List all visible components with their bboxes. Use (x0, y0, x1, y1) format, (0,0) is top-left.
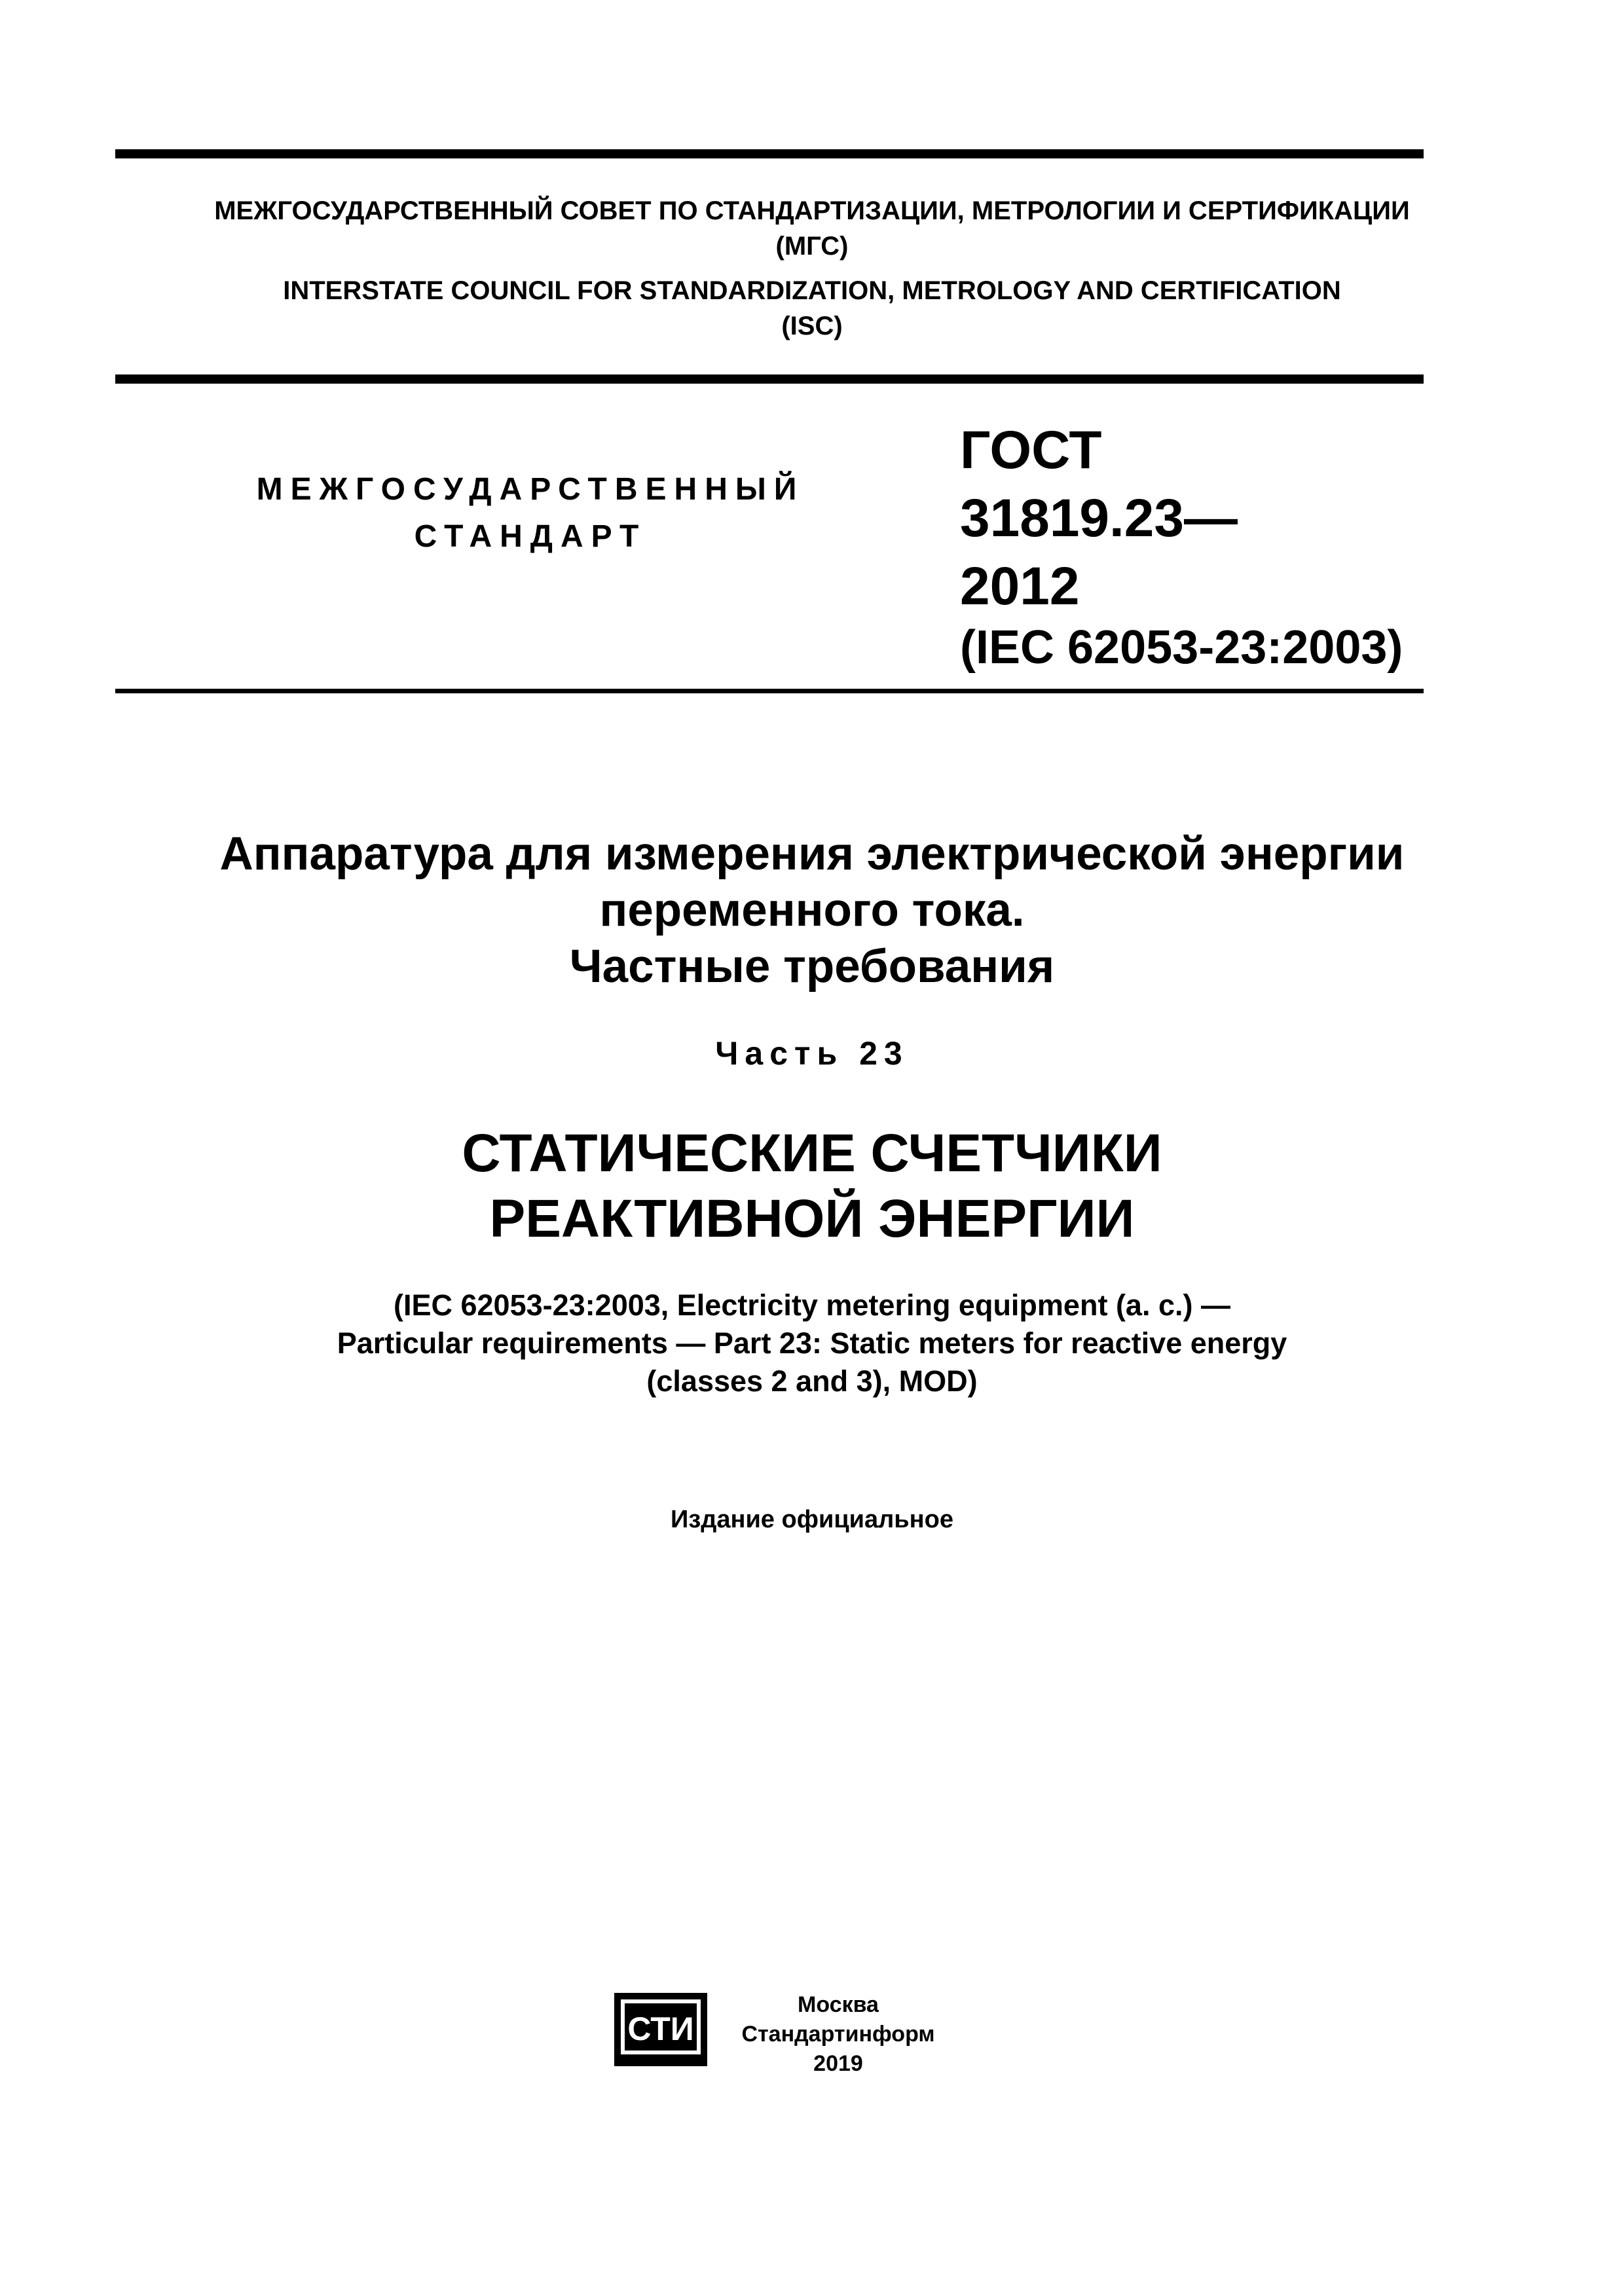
council-abbr-en: (ISC) (781, 312, 843, 340)
original-standard-line3: (classes 2 and 3), MOD) (646, 1364, 978, 1398)
gost-year: 2012 (960, 556, 1080, 616)
original-standard-line2: Particular requirements — Part 23: Static meters for reactive energy (337, 1326, 1287, 1360)
top-rule (115, 149, 1424, 158)
document-title-line3: Частные требования (569, 941, 1055, 993)
gost-number: 31819.23— (960, 488, 1238, 548)
council-name-ru: МЕЖГОСУДАРСТВЕННЫЙ СОВЕТ ПО СТАНДАРТИЗАЦИИ, МЕТРОЛОГИИ И СЕРТИФИКАЦИИ (214, 196, 1410, 225)
document-subtitle-line2: РЕАКТИВНОЙ ЭНЕРГИИ (489, 1189, 1135, 1248)
standard-kind-line1: МЕЖГОСУДАРСТВЕННЫЙ (256, 472, 805, 507)
publisher-name: Стандартинформ (741, 2022, 935, 2047)
publication-year: 2019 (813, 2051, 863, 2076)
publisher-city: Москва (798, 1992, 879, 2017)
edition-label: Издание официальное (671, 1506, 953, 1533)
part-number: Часть 23 (715, 1035, 909, 1072)
gost-label: ГОСТ (960, 420, 1102, 480)
standard-rule (115, 689, 1424, 693)
council-abbr-ru: (МГС) (775, 232, 849, 261)
council-name-en: INTERSTATE COUNCIL FOR STANDARDIZATION, METROLOGY AND CERTIFICATION (283, 276, 1341, 305)
header-rule (115, 374, 1424, 384)
document-subtitle-line1: СТАТИЧЕСКИЕ СЧЕТЧИКИ (462, 1123, 1162, 1183)
standartinform-logo-icon (614, 1993, 707, 2066)
document-title-line2: переменного тока. (599, 884, 1025, 936)
gost-iec-reference: (IEC 62053-23:2003) (960, 621, 1403, 674)
document-title-line1: Аппаратура для измерения электрической энергии (219, 828, 1405, 880)
standard-kind-line2: СТАНДАРТ (414, 519, 647, 554)
logo-lettering: СТИ (627, 2011, 694, 2047)
original-standard-line1: (IEC 62053-23:2003, Electricity metering equipment (a. c.) — (394, 1288, 1230, 1322)
